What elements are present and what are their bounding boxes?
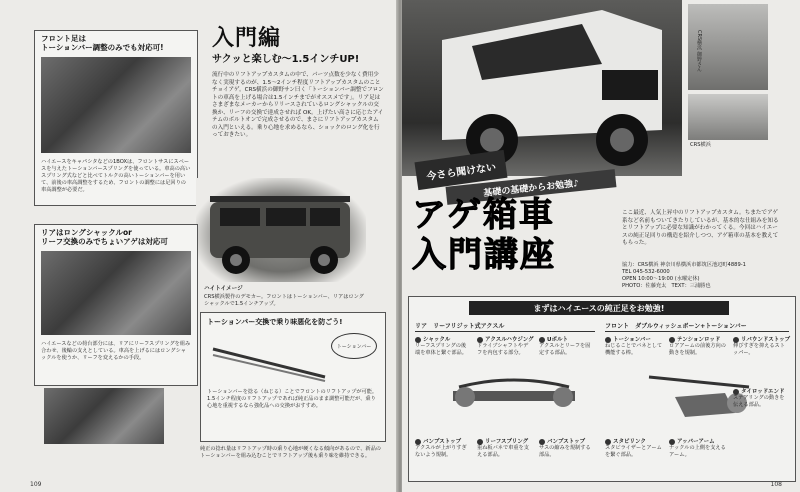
part-3-icon (539, 337, 545, 343)
front-suspension-box (34, 30, 198, 206)
main-title-line2: 入門講座 (412, 235, 556, 275)
intro-text: 流行中のリフトアップカスタムの中で、パーツ点数を少なく費用少なく実現するのが、1.5〜2インチ程度リフトアップカスタムのことチョイアゲ。CRS横浜の御野サン曰く「トーションバー調整でフロントの車高を上げる場合は1.5インチまでがオススメです」。リア足はさまざまなメーカーからリリースされているロングシャックルの交換か、リーフの交換で達成させれば OK。上げたい高さに応じたアイテムのボルトオンで完成させるので、まさにリフトアップカスタムの入門といえる。乗り心地を求めるなら、ショックのロング化を行っておきたい。 (212, 72, 384, 139)
part-7-icon (669, 337, 675, 343)
front-suspension-photo (41, 57, 191, 153)
part-11-icon (733, 389, 739, 395)
front-box-caption: ハイエースをキャパシタなどの1BOXは、フロントサスにスペースを与えたトーションバースプリングを使っている。車高の高いスプリング式などと比べてトルクの高いトーションバーを用いて、前後の車高調整をするため、フロントの調整には足回りの車高調整が必要だ。 (41, 159, 191, 194)
part-7: テンションロッド ロアアームの前後方向の動きを規制。 (669, 337, 726, 357)
rear-box-title: リアはロングシャックルor リーフ交換のみでちょいアゲは対応可 (41, 228, 168, 246)
part-12-icon (539, 439, 545, 445)
lifted-van-photo (402, 0, 682, 176)
staff-label: CRS横浜 御野さん (696, 30, 702, 72)
rear-suspension-box (34, 224, 198, 386)
part-12: バンプストップ サスの縮みを規制する部品。 (539, 439, 591, 459)
right-page (402, 0, 800, 492)
part-2: アクスルハウジング ドライブシャフトやデフを内包する部分。 (477, 337, 534, 357)
sub-badge: 基礎の基礎からお勉強♪ (446, 169, 617, 205)
parts-list (415, 335, 791, 479)
section-title: まずはハイエースの純正足をお勉強! (469, 301, 729, 315)
torsion-badge: トーションバー (331, 333, 377, 359)
intro-text-right: ここ最近、人気上昇中のリフトアップカスタム。ちまたでアゲ系など名前もついてきたりしているが、基本的な仕組みを知るとリフトアップに必要な知識がわかってくる。今回はハイエースの純正足回りの構造を紹介しつつ、アゲ箱車の基本を教えてもらった。 (622, 210, 779, 247)
shop-info: 協力：CRS横浜 神奈川県横浜市都筑区池辺町4889-1 TEL 045-532-6000 OPEN 10:00〜19:00 (水曜定休) PHOTO：佐藤充太 TEXT：三浦勝也 (622, 262, 746, 290)
torsion-bar-illustration (209, 343, 329, 383)
part-3: Uボルト アクスルとリーフを固定する部品。 (539, 337, 591, 357)
page-title: 入門編 (212, 26, 282, 51)
shop-photo (688, 94, 768, 140)
part-6: トーションバー ねじることでバネとして機能する棒。 (605, 337, 663, 357)
right-page-number: 108 (770, 481, 782, 488)
rear-heading (415, 321, 595, 332)
part-2-icon (477, 337, 483, 343)
left-page (0, 0, 398, 492)
part-9-icon (605, 439, 611, 445)
front-title: ダブルウィッシュボーン+トーションバー (635, 323, 747, 330)
torsion-bar-box (200, 312, 386, 442)
part-5: リーフスプリング 重ね板バネで車重を支える部品。 (477, 439, 529, 459)
page-subtitle: サクッと楽しむ〜1.5インチUP! (212, 54, 360, 65)
badge: 今さら聞けない (414, 150, 507, 190)
front-label: フロント (605, 323, 630, 330)
part-8: リバウンドストップ 伸びすぎを抑えるストッパー。 (733, 337, 791, 357)
main-title-line1: アゲ箱車 (412, 195, 555, 235)
front-heading (605, 321, 789, 332)
rear-label: リア (415, 323, 428, 330)
parts-diagram-box (408, 296, 796, 482)
leaf-spring-photo (44, 388, 164, 444)
rear-suspension-photo (41, 251, 191, 335)
van-description: CRS横浜製作のデモカー。フロントはトーションバー、リアはロングシャックルで1.5インチアップ。 (204, 294, 364, 308)
part-11: タイロッドエンド ステアリングの動きを伝える部品。 (733, 389, 785, 409)
van-illustration (196, 178, 366, 282)
front-box-title: フロント足は トーションバー調整のみでも対応可! (41, 34, 164, 52)
torsion-box-text: トーションバーを捻る（ねじる）ことでフロントのリフトアップが可能。1.5インチ程度のリフトアップであれば純正品のまま調整可能だが、乗り心地を重視するなら強化品への交換がおすすめ。 (207, 389, 378, 410)
part-1-icon (415, 337, 421, 343)
part-6-icon (605, 337, 611, 343)
part-4: バンプストップ アクスルが上がりすぎないよう規制。 (415, 439, 467, 459)
part-8-icon (733, 337, 739, 343)
part-5-icon (477, 439, 483, 445)
footer-text: 純正の捻れ量はリフトアップ時の乗り心地が硬くなる傾向があるので、新品のトーションバーを組み込むことでリフトアップ後も乗り味を維持できる。 (200, 446, 381, 460)
van-caption: ハイトイメージ (204, 286, 243, 292)
left-page-number: 109 (30, 481, 42, 488)
part-9: スタビリンク スタビライザーとアームを繋ぐ部品。 (605, 439, 662, 459)
shop-caption: CRS横浜 (690, 142, 711, 148)
torsion-box-title: トーションバー交換で乗り味悪化を防ごう! (207, 318, 343, 326)
lifted-van-illustration (402, 0, 682, 176)
part-10: アッパーアーム ナックルの上側を支えるアーム。 (669, 439, 726, 459)
part-1: シャックル リーフスプリングの後端を車体と繋ぐ部品。 (415, 337, 467, 357)
rear-box-caption: ハイエースなどの荷台部分には、リアにリーフスプリングを組み合わせ、後輪の支えとしている。車高を上げるにはロングシャックルを使うか、リーフを変えるかの手段。 (41, 341, 191, 362)
part-10-icon (669, 439, 675, 445)
van-photo (196, 178, 366, 282)
rear-title: リーフリジット式アクスル (433, 323, 505, 330)
part-4-icon (415, 439, 421, 445)
